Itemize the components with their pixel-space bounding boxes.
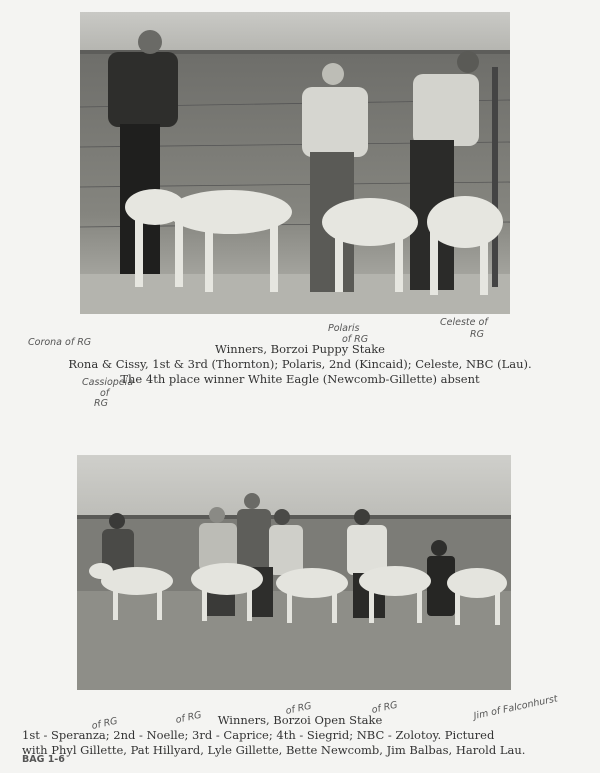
handwritten-celeste: Celeste of xyxy=(440,317,488,328)
caption-title: Winners, Borzoi Puppy Stake xyxy=(215,342,385,356)
caption-line: with Phyl Gillette, Pat Hillyard, Lyle Gillette, Bette Newcomb, Jim Balbas, Harold Lau. xyxy=(22,743,526,757)
caption-title: Winners, Borzoi Open Stake xyxy=(217,713,383,727)
puppy-stake-caption xyxy=(0,342,600,387)
handwritten-of-rg-3: of RG xyxy=(284,700,313,717)
caption-line: The 4th place winner White Eagle (Newcomb-Gillette) absent xyxy=(120,372,480,386)
handwritten-falconhurst: Jim of Falconhurst xyxy=(472,693,559,722)
handwritten-of-rg-4: of RG xyxy=(370,699,399,716)
handwritten-of-rg-2: of RG xyxy=(174,709,203,726)
handwritten-cassiopeia-rg: RG xyxy=(94,398,108,409)
puppy-stake-photo xyxy=(80,12,510,314)
caption-line: 1st - Speranza; 2nd - Noelle; 3rd - Caprice; 4th - Siegrid; NBC - Zolotoy. Pictured xyxy=(22,728,495,742)
handwritten-page-ref: BAG 1-6 xyxy=(22,754,65,765)
open-stake-caption xyxy=(0,709,600,758)
handwritten-corona: Corona of RG xyxy=(28,337,92,348)
caption-line: Rona & Cissy, 1st & 3rd (Thornton); Polaris, 2nd (Kincaid); Celeste, NBC (Lau). xyxy=(68,357,532,371)
handwritten-cassiopeia: Cassiopeia xyxy=(82,377,134,388)
handwritten-of-rg-1: of RG xyxy=(90,715,119,732)
handwritten-cassiopeia-of: of xyxy=(100,388,110,399)
handwritten-polaris: Polaris xyxy=(328,323,360,334)
open-stake-photo xyxy=(77,455,511,690)
handwritten-polaris-of: of RG xyxy=(342,334,369,345)
handwritten-celeste-rg: RG xyxy=(470,329,484,340)
